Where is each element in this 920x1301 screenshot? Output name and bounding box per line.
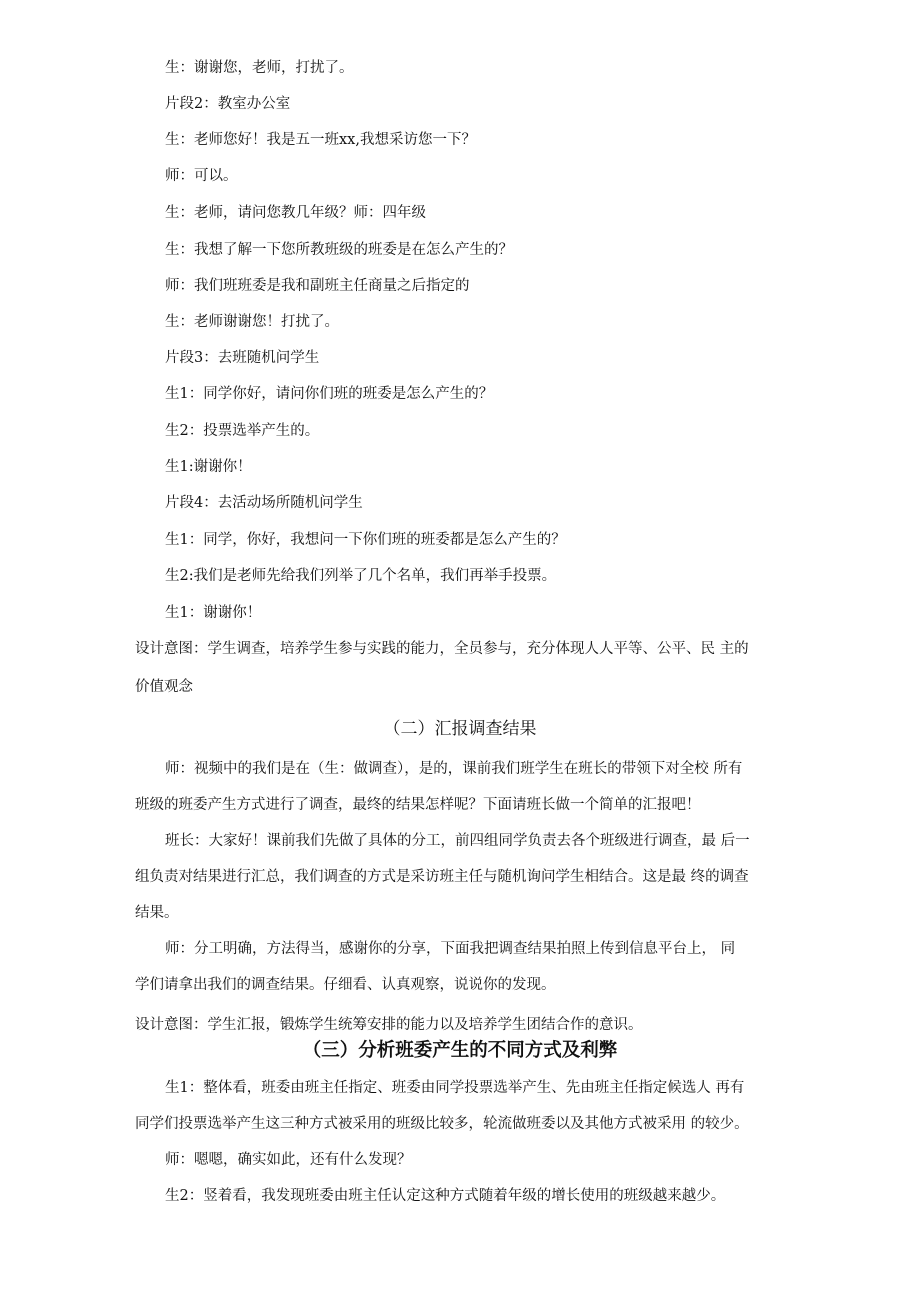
text-line: 设计意图：学生汇报，锻炼学生统筹安排的能力以及培养学生团结合作的意识。	[135, 1017, 643, 1033]
text-line: 生1：谢谢你！	[165, 605, 262, 621]
text-line: 片段4：去活动场所随机问学生	[165, 495, 363, 511]
text-line: 组负责对结果进行汇总，我们调查的方式是采访班主任与随机询问学生相结合。这是最 终的调查	[135, 869, 749, 885]
text-line: 师：我们班班委是我和副班主任商量之后指定的	[165, 278, 470, 294]
text-line: 生1：同学，你好，我想问一下你们班的班委都是怎么产生的？	[165, 532, 566, 548]
text-line: 班长：大家好！课前我们先做了具体的分工，前四组同学负责去各个班级进行调查，最 后一	[165, 833, 750, 849]
text-line: 师：视频中的我们是在（生：做调查），是的，课前我们班学生在班长的带领下对全校 所有	[165, 761, 743, 777]
text-line: 学们请拿出我们的调查结果。仔细看、认真观察，说说你的发现。	[135, 977, 556, 993]
text-line: 结果。	[135, 905, 179, 921]
text-line: 师：分工明确，方法得当，感谢你的分享，下面我把调查结果拍照上传到信息平台上， 同	[165, 941, 736, 957]
text-line: 片段3：去班随机问学生	[165, 350, 320, 366]
section-heading-2: （二）汇报调查结果	[383, 719, 537, 739]
text-line: 价值观念	[135, 679, 193, 695]
text-line: 生1：整体看，班委由班主任指定、班委由同学投票选举产生、先由班主任指定候选人 再有	[165, 1080, 745, 1096]
text-line: 设计意图：学生调查，培养学生参与实践的能力，全员参与，充分体现人人平等、公平、民 主的	[135, 641, 749, 657]
text-line: 生2：投票选举产生的。	[165, 423, 320, 439]
text-line: 生1:谢谢你！	[165, 459, 252, 475]
text-line: 生2：竖着看，我发现班委由班主任认定这种方式随着年级的增长使用的班级越来越少。	[165, 1188, 726, 1204]
text-line: 生：老师谢谢您！打扰了。	[165, 314, 339, 330]
section-heading-3: （三）分析班委产生的不同方式及利弊	[302, 1040, 618, 1061]
text-line: 生2:我们是老师先给我们列举了几个名单，我们再举手投票。	[165, 568, 557, 584]
text-line: 生：谢谢您，老师，打扰了。	[165, 60, 354, 76]
text-line: 班级的班委产生方式进行了调查，最终的结果怎样呢？下面请班长做一个简单的汇报吧！	[135, 797, 701, 813]
text-line: 同学们投票选举产生这三种方式被采用的班级比较多，轮流做班委以及其他方式被采用 的较少。	[135, 1116, 749, 1132]
text-line: 生1：同学你好，请问你们班的班委是怎么产生的？	[165, 386, 494, 402]
text-line: 师：可以。	[165, 168, 238, 184]
text-line: 生：老师您好！我是五一班xx,我想采访您一下？	[165, 132, 476, 148]
text-line: 生：老师，请问您教几年级？师：四年级	[165, 205, 426, 221]
text-line: 师：嗯嗯，确实如此，还有什么发现？	[165, 1152, 412, 1168]
text-line: 生：我想了解一下您所教班级的班委是在怎么产生的？	[165, 242, 513, 258]
text-line: 片段2：教室办公室	[165, 96, 291, 112]
